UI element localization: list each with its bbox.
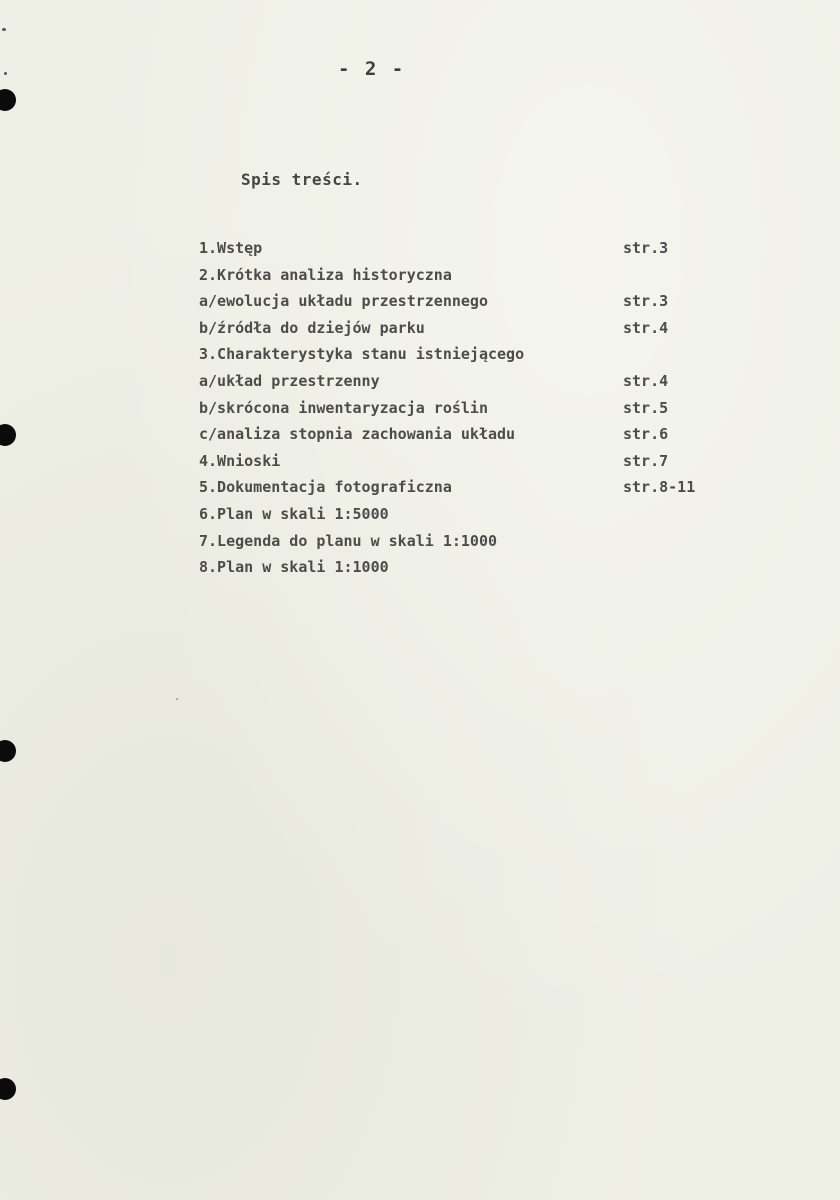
table-of-contents bbox=[199, 236, 739, 582]
paper-speck bbox=[2, 28, 6, 31]
punch-hole bbox=[0, 740, 16, 762]
toc-entry bbox=[199, 289, 739, 316]
toc-entry-page: str.6 bbox=[623, 425, 669, 444]
toc-title: Spis treści. bbox=[241, 170, 363, 189]
toc-entry bbox=[199, 502, 739, 529]
toc-entry bbox=[199, 342, 739, 369]
toc-entry-label: 4.Wnioski bbox=[199, 451, 281, 470]
toc-entry bbox=[199, 529, 739, 556]
toc-entry-page: str.7 bbox=[623, 451, 669, 470]
toc-entry-label: 5.Dokumentacja fotograficzna bbox=[199, 478, 452, 497]
toc-entry bbox=[199, 396, 739, 423]
punch-hole bbox=[0, 424, 16, 446]
toc-entry-label: 7.Legenda do planu w skali 1:1000 bbox=[199, 531, 498, 550]
toc-entry-page: str.3 bbox=[623, 292, 669, 311]
toc-entry-label: b/skrócona inwentaryzacja roślin bbox=[199, 398, 488, 417]
toc-entry bbox=[199, 369, 739, 396]
toc-entry bbox=[199, 555, 739, 582]
toc-entry bbox=[199, 475, 739, 502]
toc-entry bbox=[199, 316, 739, 343]
toc-entry-label: 3.Charakterystyka stanu istniejącego bbox=[199, 345, 525, 364]
toc-entry-page: str.3 bbox=[623, 239, 669, 257]
paper-speck bbox=[4, 72, 7, 75]
page-number: - 2 - bbox=[338, 58, 406, 80]
toc-entry-label: b/źródła do dziejów parku bbox=[199, 318, 425, 337]
toc-entry-label: a/ewolucja układu przestrzennego bbox=[199, 292, 488, 311]
toc-entry-page: str.8-11 bbox=[623, 478, 696, 497]
punch-hole bbox=[0, 1078, 16, 1100]
toc-entry-label: 1.Wstęp bbox=[199, 239, 263, 257]
toc-entry bbox=[199, 236, 739, 263]
paper-speck bbox=[176, 698, 178, 700]
toc-entry-label: 8.Plan w skali 1:1000 bbox=[199, 558, 389, 577]
toc-entry bbox=[199, 422, 739, 449]
toc-entry-page: str.4 bbox=[623, 318, 669, 337]
toc-entry bbox=[199, 263, 739, 290]
toc-entry bbox=[199, 449, 739, 476]
punch-hole bbox=[0, 89, 16, 111]
toc-entry-page: str.5 bbox=[623, 398, 669, 417]
toc-entry-page: str.4 bbox=[623, 371, 669, 390]
toc-entry-label: 2.Krótka analiza historyczna bbox=[199, 265, 452, 284]
toc-entry-label: a/układ przestrzenny bbox=[199, 371, 380, 390]
toc-entry-label: c/analiza stopnia zachowania układu bbox=[199, 425, 516, 444]
toc-entry-label: 6.Plan w skali 1:5000 bbox=[199, 504, 389, 523]
